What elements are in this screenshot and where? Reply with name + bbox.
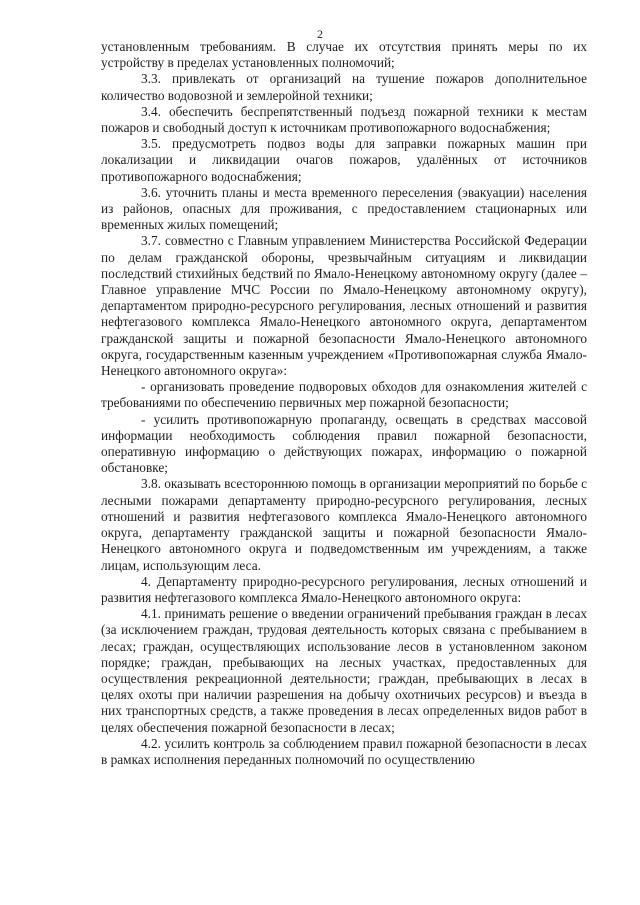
paragraph-4-2: 4.2. усилить контроль за соблюдением правил пожарной безопасности в лесах в рамках исполнения переданных полномочий по осуществлению	[101, 735, 587, 767]
paragraph-3-8: 3.8. оказывать всестороннюю помощь в организации мероприятий по борьбе с лесными пожарами департаменту природно-ресурсного регулирования, лесных отношений и развития нефтегазового комплекса Ямало-Ненецкого автономного округа, департаменту гражданской защиты и пожарной безопасности Ямало-Ненецкого автономного округа и подведомственным им учреждениям, а также лицам, использующим леса.	[101, 476, 587, 573]
paragraph-3-4: 3.4. обеспечить беспрепятственный подъезд пожарной техники к местам пожаров и свободный доступ к источникам противопожарного водоснабжения;	[101, 103, 587, 136]
paragraph-4: 4. Департаменту природно-ресурсного регулирования, лесных отношений и развития нефтегазового комплекса Ямало-Ненецкого автономного округа:	[101, 573, 587, 605]
page-number: 2	[317, 27, 323, 41]
paragraph-continuation: установленным требованиям. В случае их отсутствия принять меры по их устройству в пределах установленных полномочий;	[101, 39, 587, 71]
paragraph-3-3: 3.3. привлекать от организаций на тушение пожаров дополнительное количество водовозной и землеройной техники;	[101, 71, 587, 103]
paragraph-3-7-item-1: - организовать проведение подворовых обходов для ознакомления жителей с требованиями по обеспечению первичных мер пожарной безопасности;	[101, 379, 587, 411]
paragraph-4-1: 4.1. принимать решение о введении ограничений пребывания граждан в лесах (за исключением граждан, трудовая деятельность которых связана с пребыванием в лесах; граждан, осуществляющих использование лесов в установленном законом порядке; граждан, пребывающих на лесных участках, предоставленных для осуществления рекреационной деятельности; граждан, пребывающих в лесах в целях охоты при наличии разрешения на добычу охотничьих ресурсов) и въезда в них транспортных средств, а также проведения в лесах определенных видов работ в целях обеспечения пожарной безопасности в лесах;	[101, 606, 587, 735]
document-body	[101, 39, 587, 768]
paragraph-3-7-item-2: - усилить противопожарную пропаганду, освещать в средствах массовой информации необходимость соблюдения правил пожарной безопасности, оперативную информацию о действующих пожарах, информацию о пожарной обстановке;	[101, 411, 587, 476]
paragraph-3-5: 3.5. предусмотреть подвоз воды для заправки пожарных машин при локализации и ликвидации очагов пожаров, удалённых от источников противопожарного водоснабжения;	[101, 136, 587, 184]
paragraph-3-7: 3.7. совместно с Главным управлением Министерства Российской Федерации по делам гражданской обороны, чрезвычайным ситуациям и ликвидации последствий стихийных бедствий по Ямало-Ненецкому автономному округу (далее – Главное управление МЧС России по Ямало-Ненецкому автономному округу), департаментом природно-ресурсного регулирования, лесных отношений и развития нефтегазового комплекса Ямало-Ненецкого автономного округа, департаментом гражданской защиты и пожарной безопасности Ямало-Ненецкого автономного округа, государственным казенным учреждением «Противопожарная служба Ямало-Ненецкого автономного округа»:	[101, 233, 587, 379]
paragraph-3-6: 3.6. уточнить планы и места временного переселения (эвакуации) населения из районов, опасных для проживания, с предоставлением стационарных или временных жилых помещений;	[101, 184, 587, 233]
